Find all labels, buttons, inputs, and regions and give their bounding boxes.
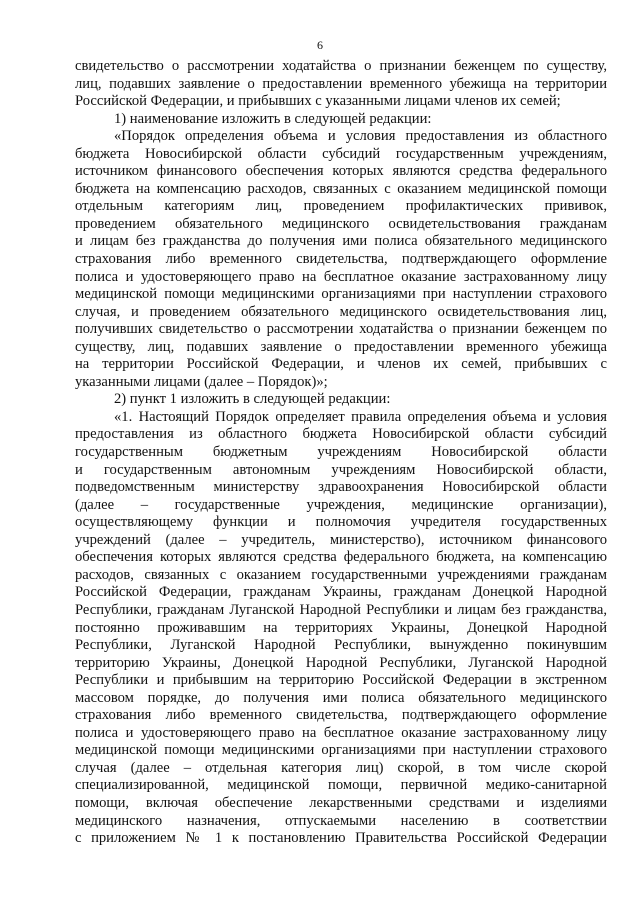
text-line: государственным бюджетным учреждениям Новосибирской области: [75, 444, 607, 461]
text-line: лиц, подавших заявление о предоставлении временного убежища на территории: [75, 75, 607, 92]
text-line: территорию Украины, Донецкой Народной Республики, Луганской Народной: [75, 654, 607, 671]
text-line: расходов, связанных с оказанием государственными учреждениями гражданам: [75, 566, 607, 583]
text-line: и лицам без гражданства до получения ими полиса обязательного медицинского: [75, 233, 607, 250]
text-line: специализированной, медицинской помощи, первичной медико-санитарной: [75, 777, 607, 794]
text-line: отдельным категориям лиц, проведением профилактических прививок,: [75, 198, 607, 215]
text-line: осуществляющему функции и полномочия учредителя государственных: [75, 514, 607, 531]
text-line: источником финансового обеспечения которых являются средства федерального: [75, 163, 607, 180]
text-line: полиса и удостоверяющего право на бесплатное оказание застрахованному лицу: [75, 724, 607, 741]
text-line: и государственным автономным учреждениям Новосибирской области,: [75, 461, 607, 478]
text-line: предоставления из областного бюджета Новосибирской области субсидий: [75, 426, 607, 443]
text-line: постоянно проживавшим на территориях Украины, Донецкой Народной: [75, 619, 607, 636]
text-line: с приложением № 1 к постановлению Правительства Российской Федерации: [75, 830, 607, 847]
text-line: бюджета Новосибирской области субсидий государственным учреждениям,: [75, 145, 607, 162]
text-line: подведомственным министерству здравоохранения Новосибирской области: [75, 479, 607, 496]
text-line: Республики, гражданам Луганской Народной Республики и лицам без гражданства,: [75, 601, 607, 618]
text-line: получивших свидетельство о рассмотрении ходатайства о признании беженцем по: [75, 321, 607, 338]
text-line: свидетельство о рассмотрении ходатайства о признании беженцем по существу,: [75, 58, 607, 74]
text-line: бюджета на компенсацию расходов, связанных с оказанием медицинской помощи: [75, 180, 607, 197]
text-line: указанными лицами (далее – Порядок)»;: [75, 373, 328, 390]
text-line: Российской Федерации, гражданам Украины, гражданам Донецкой Народной: [75, 584, 607, 601]
text-line: медицинской помощи медицинскими организациями при наступлении страхового: [75, 742, 607, 759]
text-line: обеспечения которых являются средства федерального бюджета, на компенсацию: [75, 549, 607, 566]
text-line: медицинской помощи медицинскими организациями при наступлении страхового: [75, 286, 607, 303]
text-line: страхования либо временного свидетельства, подтверждающего оформление: [75, 251, 607, 268]
text-line: на территории Российской Федерации, и членов их семей, прибывших с: [75, 356, 607, 373]
paragraph-first-line: «Порядок определения объема и условия предоставления из областного: [114, 128, 607, 145]
document-body: [75, 58, 607, 848]
text-line: учреждений (далее – учредитель, министерство), источником финансового: [75, 531, 607, 548]
paragraph-first-line: «1. Настоящий Порядок определяет правила определения объема и условия: [114, 408, 607, 425]
text-line: Российской Федерации, и прибывших с указанными лицами членов их семей;: [75, 93, 561, 110]
text-line: страхования либо временного свидетельства, подтверждающего оформление: [75, 707, 607, 724]
page-number: 6: [317, 38, 323, 52]
text-line: существу, лиц, подавших заявление о предоставлении временного убежища: [75, 338, 607, 355]
text-line: случая (далее – отдельная категория лиц) скорой, в том числе скорой: [75, 759, 607, 776]
paragraph-first-line: 1) наименование изложить в следующей редакции:: [114, 110, 432, 127]
text-line: помощи, включая обеспечение лекарственными средствами и изделиями: [75, 794, 607, 811]
text-line: (далее – государственные учреждения, медицинские организации),: [75, 496, 607, 513]
text-line: массовом порядке, до получения ими полиса обязательного медицинского: [75, 689, 607, 706]
text-line: случая, и проведением обязательного медицинского освидетельствования лиц,: [75, 303, 607, 320]
text-line: Республики, Луганской Народной Республики, вынужденно покинувшим: [75, 637, 607, 654]
text-line: полиса и удостоверяющего право на бесплатное оказание застрахованному лицу: [75, 268, 607, 285]
paragraph-first-line: 2) пункт 1 изложить в следующей редакции:: [114, 391, 391, 408]
text-line: проведением обязательного медицинского освидетельствования гражданам: [75, 215, 607, 232]
text-line: Республики и прибывшим на территорию Российской Федерации в экстренном: [75, 672, 607, 689]
text-line: медицинского назначения, отпускаемыми населению в соответствии: [75, 812, 607, 829]
